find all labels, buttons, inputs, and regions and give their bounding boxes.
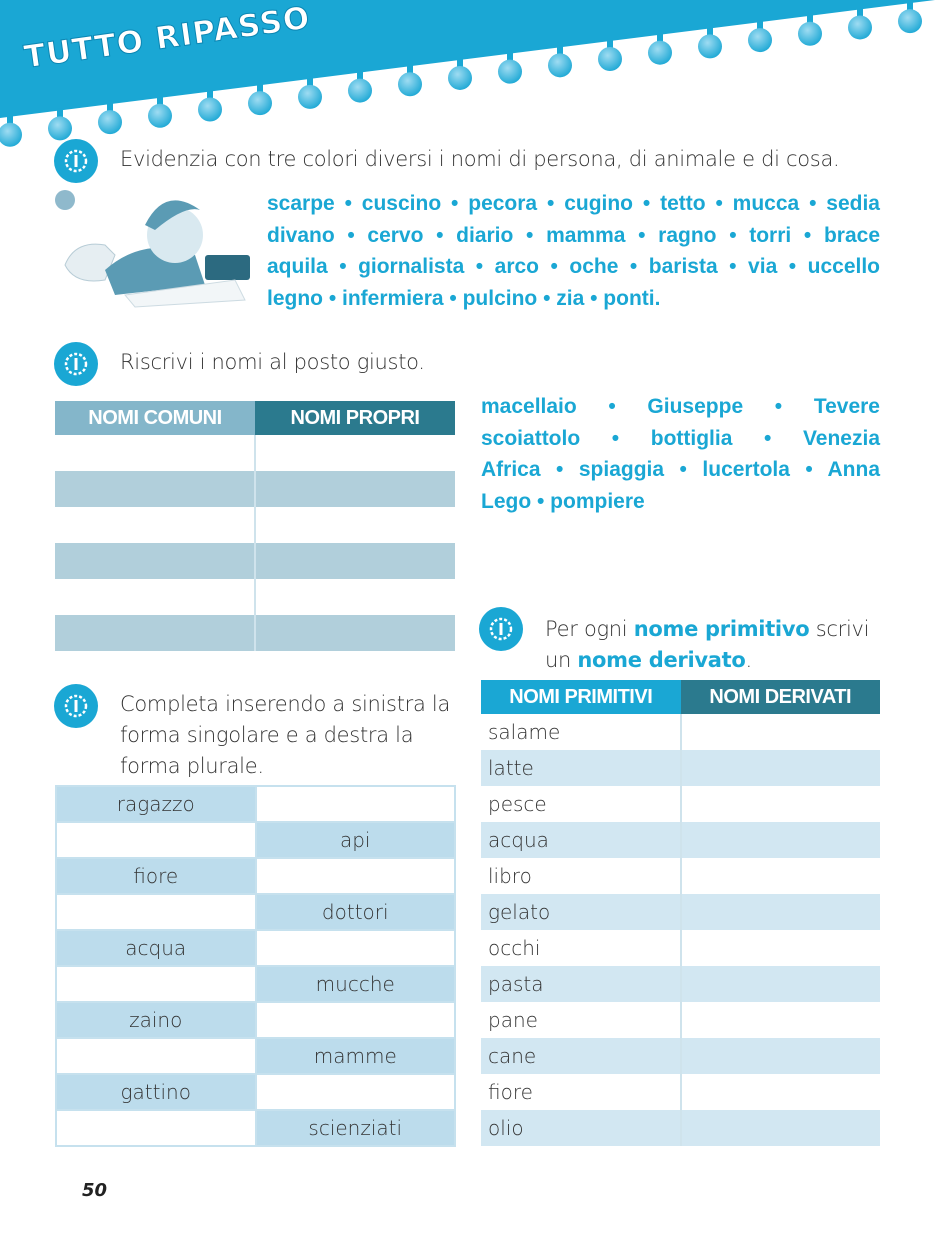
- answer-cell[interactable]: [681, 1038, 881, 1074]
- answer-cell[interactable]: [256, 930, 456, 966]
- table-row: [481, 714, 880, 750]
- table-row: [56, 1038, 455, 1074]
- girl-writing-illustration: [45, 185, 265, 315]
- banner-drop: [0, 123, 22, 147]
- answer-cell[interactable]: [681, 966, 881, 1002]
- banner-drop: [298, 85, 322, 109]
- plural-form: scienziati: [256, 1110, 456, 1146]
- table-row: [481, 1002, 880, 1038]
- table-row: [55, 579, 455, 615]
- column-header: NOMI DERIVATI: [681, 680, 881, 714]
- banner-drop: [848, 15, 872, 39]
- answer-cell[interactable]: [255, 543, 455, 579]
- column-header: NOMI PROPRI: [255, 401, 455, 435]
- word-line: scoiattolo • bottiglia • Venezia: [481, 426, 880, 450]
- primitive-noun: pesce: [481, 786, 681, 822]
- answer-cell[interactable]: [255, 579, 455, 615]
- answer-cell[interactable]: [681, 822, 881, 858]
- table-row: [481, 1110, 880, 1146]
- exercise4-instruction: Completa inserendo a sinistra la forma singolare e a destra la forma plurale.: [120, 692, 451, 778]
- banner-drop: [598, 47, 622, 71]
- table-row: [56, 1110, 455, 1146]
- word-line: Africa • spiaggia • lucertola • Anna: [481, 458, 880, 481]
- answer-cell[interactable]: [681, 786, 881, 822]
- answer-cell[interactable]: [681, 1002, 881, 1038]
- primitive-noun: pasta: [481, 966, 681, 1002]
- table-row: [55, 435, 455, 471]
- word-line: scarpe • cuscino • pecora • cugino • tetto • mucca • sedia: [267, 192, 880, 215]
- answer-cell[interactable]: [55, 543, 255, 579]
- nomi-comuni-propri-table: [55, 401, 455, 651]
- answer-cell[interactable]: [255, 507, 455, 543]
- answer-cell[interactable]: [681, 858, 881, 894]
- table-row: [56, 966, 455, 1002]
- table-row: [481, 822, 880, 858]
- exercise1-instruction: Evidenzia con tre colori diversi i nomi di persona, di animale e di cosa.: [120, 147, 840, 171]
- table-row: [55, 471, 455, 507]
- primitive-noun: acqua: [481, 822, 681, 858]
- answer-cell[interactable]: [55, 435, 255, 471]
- banner-drop: [148, 104, 172, 128]
- sun-number-icon: [54, 684, 98, 728]
- table-row: [56, 822, 455, 858]
- table-row: [55, 507, 455, 543]
- plural-form: dottori: [256, 894, 456, 930]
- answer-cell[interactable]: [256, 858, 456, 894]
- singular-form: zaino: [56, 1002, 256, 1038]
- banner-drop: [748, 28, 772, 52]
- banner-drop: [648, 41, 672, 65]
- word-line: macellaio • Giuseppe • Tevere: [481, 395, 880, 418]
- column-header: NOMI PRIMITIVI: [481, 680, 681, 714]
- plural-form: api: [256, 822, 456, 858]
- answer-cell[interactable]: [681, 750, 881, 786]
- answer-cell[interactable]: [56, 894, 256, 930]
- sun-number-icon: [54, 139, 98, 183]
- banner-drop: [898, 9, 922, 33]
- word-line: Lego • pompiere: [481, 489, 645, 513]
- singular-form: ragazzo: [56, 786, 256, 822]
- answer-cell[interactable]: [55, 579, 255, 615]
- table-row: [481, 750, 880, 786]
- answer-cell[interactable]: [55, 471, 255, 507]
- page-number: 50: [82, 1180, 108, 1201]
- exercise2-instruction: Riscrivi i nomi al posto giusto.: [120, 350, 425, 374]
- table-row: [481, 1038, 880, 1074]
- singular-form: acqua: [56, 930, 256, 966]
- answer-cell[interactable]: [681, 1074, 881, 1110]
- table-row: [481, 858, 880, 894]
- page-title: TUTTO RIPASSO: [22, 0, 313, 76]
- primitive-noun: libro: [481, 858, 681, 894]
- answer-cell[interactable]: [255, 435, 455, 471]
- primitive-noun: fiore: [481, 1074, 681, 1110]
- banner-drop: [698, 34, 722, 58]
- table-row: [481, 894, 880, 930]
- answer-cell[interactable]: [56, 822, 256, 858]
- table-row: [56, 786, 455, 822]
- primitive-noun: occhi: [481, 930, 681, 966]
- answer-cell[interactable]: [681, 714, 881, 750]
- primitive-noun: salame: [481, 714, 681, 750]
- banner-drop: [98, 110, 122, 134]
- answer-cell[interactable]: [256, 786, 456, 822]
- table-row: [56, 894, 455, 930]
- sun-number-icon: [54, 342, 98, 386]
- banner-drop: [248, 91, 272, 115]
- banner-drop: [448, 66, 472, 90]
- answer-cell[interactable]: [681, 894, 881, 930]
- table-row: [481, 930, 880, 966]
- table-row: [481, 1074, 880, 1110]
- exercise1-word-list: [267, 188, 880, 314]
- primitive-noun: cane: [481, 1038, 681, 1074]
- answer-cell[interactable]: [56, 1038, 256, 1074]
- answer-cell[interactable]: [255, 471, 455, 507]
- word-line: legno • infermiera • pulcino • zia • ponti.: [267, 286, 661, 310]
- exercise2-word-list: [481, 391, 880, 517]
- banner-drop: [398, 72, 422, 96]
- answer-cell[interactable]: [256, 1002, 456, 1038]
- banner-drop: [48, 116, 72, 140]
- singolare-plurale-table: [55, 785, 456, 1147]
- banner-drop: [198, 97, 222, 121]
- word-line: aquila • giornalista • arco • oche • barista • via • uccello: [267, 255, 880, 278]
- banner-drop: [348, 79, 372, 103]
- table-row: [55, 615, 455, 651]
- plural-form: mucche: [256, 966, 456, 1002]
- banner-drop: [548, 53, 572, 77]
- answer-cell[interactable]: [256, 1074, 456, 1110]
- table-row: [55, 543, 455, 579]
- column-header: NOMI COMUNI: [55, 401, 255, 435]
- answer-cell[interactable]: [681, 1110, 881, 1146]
- singular-form: gattino: [56, 1074, 256, 1110]
- answer-cell[interactable]: [55, 615, 255, 651]
- sun-number-icon: [479, 607, 523, 651]
- table-row: [481, 786, 880, 822]
- primitive-noun: olio: [481, 1110, 681, 1146]
- exercise3-instruction: Per ogni nome primitivo scrivi un nome derivato.: [545, 617, 870, 672]
- answer-cell[interactable]: [55, 507, 255, 543]
- nomi-primitivi-derivati-table: [481, 680, 880, 1146]
- primitive-noun: gelato: [481, 894, 681, 930]
- banner-drop: [798, 22, 822, 46]
- primitive-noun: latte: [481, 750, 681, 786]
- answer-cell[interactable]: [56, 1110, 256, 1146]
- table-row: [481, 966, 880, 1002]
- table-row: [56, 930, 455, 966]
- singular-form: fiore: [56, 858, 256, 894]
- table-row: [56, 1074, 455, 1110]
- answer-cell[interactable]: [255, 615, 455, 651]
- banner-drop: [498, 60, 522, 84]
- plural-form: mamme: [256, 1038, 456, 1074]
- primitive-noun: pane: [481, 1002, 681, 1038]
- table-row: [56, 858, 455, 894]
- word-line: divano • cervo • diario • mamma • ragno • torri • brace: [267, 223, 880, 247]
- answer-cell[interactable]: [681, 930, 881, 966]
- table-row: [56, 1002, 455, 1038]
- answer-cell[interactable]: [56, 966, 256, 1002]
